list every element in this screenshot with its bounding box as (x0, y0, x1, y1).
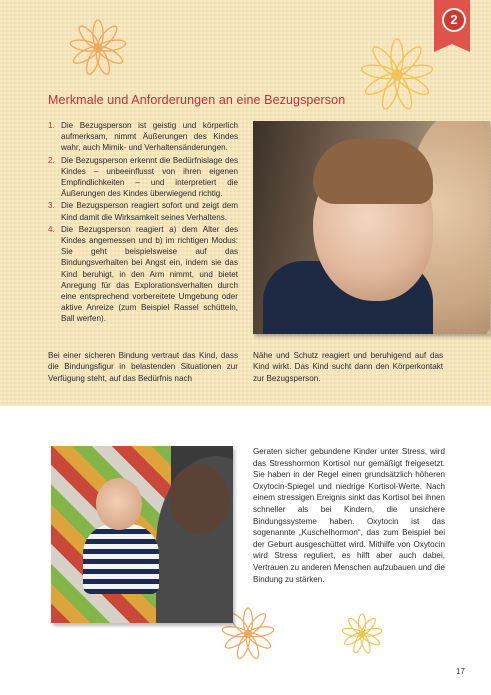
list-text: Die Bezugsperson erkennt die Bedürfnislage des Kindes – unbeeinflusst von ihren eigenen Empfindlichkeiten – und interpretiert die Äußerungen des Kindes überwiegend richtig. (61, 155, 238, 199)
list-number: 2. (48, 155, 55, 165)
list-item (48, 120, 238, 154)
list-text: Die Bezugsperson reagiert a) dem Alter des Kindes angemessen und b) im richtigen Modus: Sie geht beispielsweise auf das Bindungsverhalten bei Angst ein, indem sie das Kind beruhigt, in den Arm nimmt, und bietet Anregung für das Explorationsverhalten durch eine entsprechend vorbereitete Umgebung oder aktive Anreize (zum Beispiel Rassel schütteln, Ball werfen). (61, 224, 238, 324)
list-item (48, 155, 238, 200)
list-text: Die Bezugsperson ist geistig und körperlich aufmerksam, nimmt Äußerungen des Kindes wahr, auch Mimik- und Verhaltensänderungen. (61, 121, 238, 153)
list-item (48, 200, 238, 222)
flower-icon (340, 612, 384, 656)
paragraph-left: Bei einer sicheren Bindung vertraut das Kind, dass die Bindungsfigur in belastenden Situationen zur Verfügung steht, auf das Bedürfnis nach (48, 351, 238, 383)
section-heading: Merkmale und Anforderungen an eine Bezugsperson (48, 93, 346, 107)
list-number: 4. (48, 224, 55, 234)
list-number: 1. (48, 121, 55, 130)
paragraph-right: Nähe und Schutz reagiert und beruhigend auf das Kind wirkt. Das Kind sucht dann den Körperkontakt zur Bezugsperson. (253, 351, 443, 383)
list-item (48, 224, 238, 325)
child-head (96, 478, 142, 530)
requirements-list (48, 120, 238, 326)
parent-head (169, 464, 229, 534)
flower-icon (68, 18, 128, 78)
child-portrait-photo (253, 121, 490, 334)
child-figure (81, 466, 161, 616)
page-number: 17 (456, 667, 465, 676)
paragraph-bottom: Geraten sicher gebundene Kinder unter Stress, wird das Stresshormon Kortisol nur gemäßigt freigesetzt. Sie haben in der Regel einen grundsätzlich höheren Oxytocin-Spiegel und niedrige Kortisol-Werte. Nach einem stressigen Ereignis sinkt das Kortisol bei ihnen schneller als bei Kindern, die unsichere Bindungssysteme haben. Oxytocin ist das sogenannte „Kuschelhormon“, das zum Beispiel bei der Geburt ausgeschüttet wird. Mithilfe von Oxytocin wird Stress reguliert, es hilft aber auch dabei, Vertrauen zu anderen Menschen aufzubauen und die Bindung zu stärken. (253, 447, 445, 584)
list-number: 3. (48, 201, 55, 211)
chapter-number: 2 (442, 8, 466, 32)
child-hair (313, 139, 433, 204)
flower-icon (360, 38, 434, 112)
child-playing-photo (51, 446, 233, 623)
child-striped-shirt (83, 524, 159, 594)
list-text: Die Bezugsperson reagiert sofort und zeigt dem Kind damit die Wirksamkeit seines Verhaltens. (61, 201, 238, 222)
